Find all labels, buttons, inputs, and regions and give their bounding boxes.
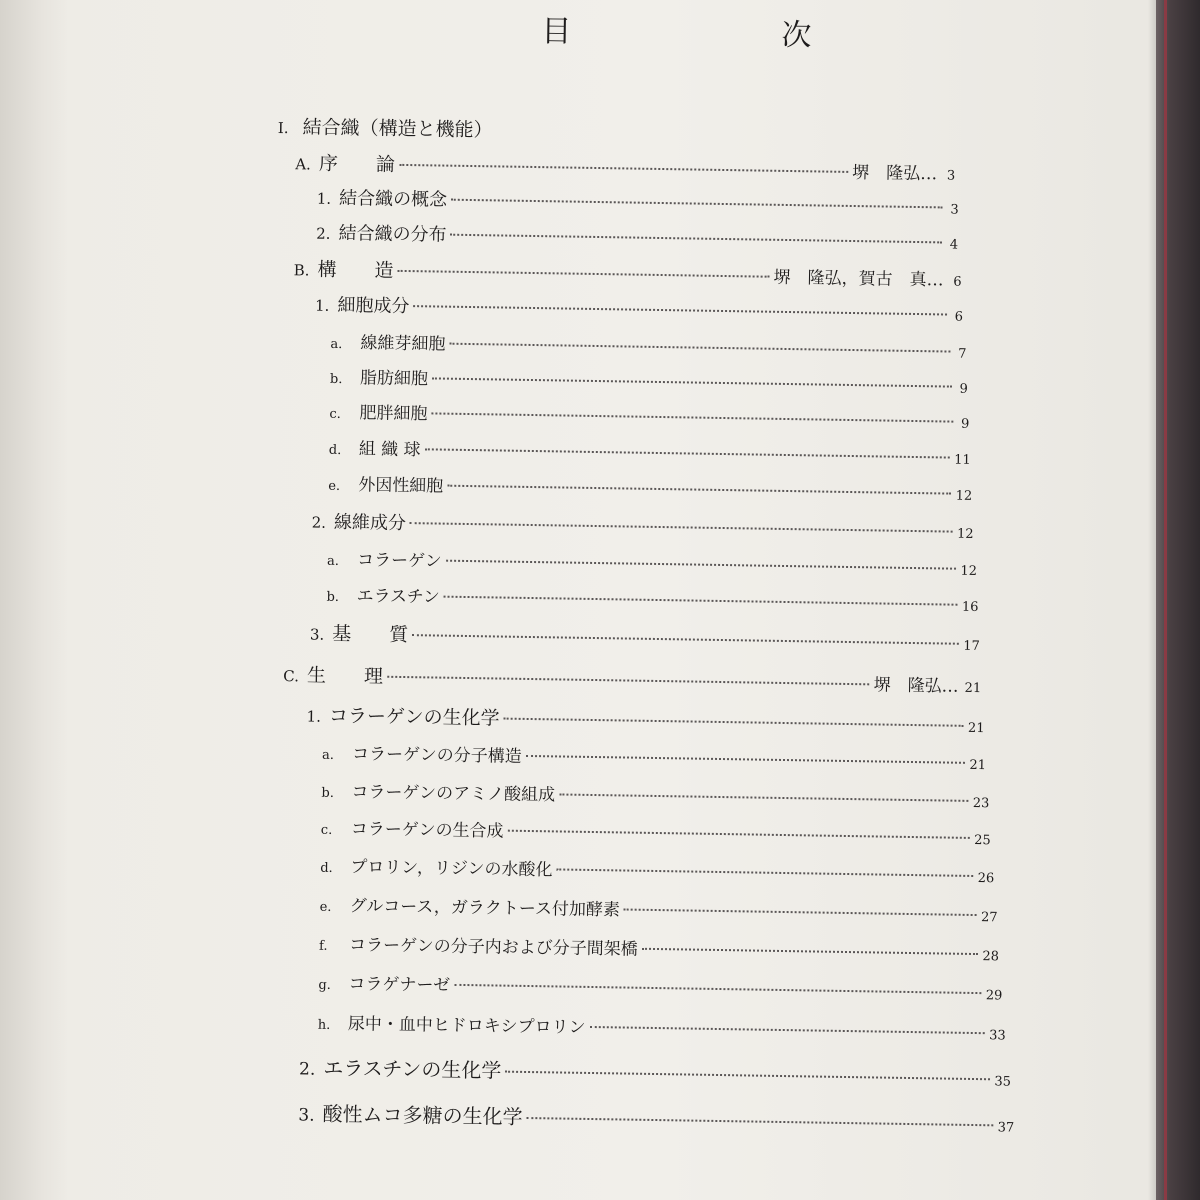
entry-page: 6 <box>953 274 962 290</box>
dot-leader <box>399 163 848 173</box>
entry-page: 12 <box>956 526 974 542</box>
dot-leader <box>505 1070 990 1081</box>
entry-number: 3. <box>298 1105 315 1126</box>
dot-leader <box>446 559 957 570</box>
toc-entry <box>295 150 955 189</box>
toc-entry <box>283 662 981 702</box>
entry-page: 28 <box>982 949 1000 965</box>
entry-page: 37 <box>997 1120 1015 1136</box>
entry-label: コラーゲンの生合成 <box>350 819 504 842</box>
entry-label: エラスチン <box>356 586 440 608</box>
entry-page: 17 <box>963 638 980 655</box>
dot-leader <box>556 867 973 877</box>
dot-leader <box>624 908 977 917</box>
entry-label: 序 論 <box>318 152 396 176</box>
toc-entry <box>330 330 966 368</box>
entry-label: 酸性ムコ多糖の生化学 <box>322 1101 523 1129</box>
dot-leader <box>451 233 943 244</box>
dot-leader <box>590 1025 986 1034</box>
toc-entry <box>329 400 969 438</box>
dot-leader <box>432 376 952 387</box>
entry-author: 堺 隆弘，賀古 真… <box>773 267 944 291</box>
toc-entry <box>317 186 959 224</box>
toc-entry <box>293 256 961 295</box>
entry-page: 27 <box>980 910 998 926</box>
entry-number: 1. <box>314 296 330 315</box>
entry-number: d. <box>320 860 333 876</box>
toc-entry <box>329 436 971 474</box>
entry-number: a. <box>321 747 335 763</box>
toc-entry <box>326 583 978 621</box>
entry-page: 12 <box>955 488 973 504</box>
entry-label: 組 織 球 <box>358 439 421 461</box>
toc-entry <box>327 547 977 585</box>
toc-entry <box>328 472 972 510</box>
entry-label: 尿中・血中ヒドロキシプロリン <box>347 1014 586 1038</box>
entry-number: c. <box>320 822 333 838</box>
entry-page: 7 <box>958 346 967 362</box>
entry-page: 21 <box>969 757 987 774</box>
entry-page: 35 <box>994 1074 1012 1090</box>
entry-page: 9 <box>960 416 970 432</box>
toc-title: 目 次 <box>541 14 902 55</box>
entry-number: 2. <box>311 513 327 532</box>
dot-leader <box>508 829 971 839</box>
dot-leader <box>559 792 969 801</box>
entry-page: 33 <box>989 1028 1006 1044</box>
section-number: I. <box>277 118 289 138</box>
entry-number: d. <box>328 442 342 459</box>
entry-label: 線維成分 <box>333 511 407 535</box>
entry-page: 21 <box>967 720 985 737</box>
dot-leader <box>454 983 982 994</box>
entry-page: 9 <box>959 381 968 397</box>
entry-number: 2. <box>316 224 331 243</box>
entry-number: g. <box>318 977 331 993</box>
entry-number: A. <box>295 155 312 174</box>
entry-label: コラーゲンの生化学 <box>328 704 500 730</box>
entry-number: b. <box>329 371 343 388</box>
entry-label: 基 質 <box>332 622 409 647</box>
entry-label: 細胞成分 <box>337 294 410 318</box>
entry-page: 25 <box>974 832 991 849</box>
dot-leader <box>425 447 951 458</box>
book-cover-edge <box>1156 0 1200 1200</box>
entry-label: コラーゲンのアミノ酸組成 <box>351 782 556 806</box>
entry-label: コラーゲンの分子内および分子間架橋 <box>348 935 638 960</box>
entry-number: b. <box>321 785 335 801</box>
toc-entry <box>320 854 994 893</box>
dot-leader <box>642 947 979 955</box>
entry-label: 結合織の概念 <box>338 187 448 211</box>
entry-number: e. <box>319 899 332 915</box>
entry-label: 肥胖細胞 <box>359 403 428 425</box>
entry-page: 3 <box>950 202 959 218</box>
entry-label: 生 理 <box>306 664 384 688</box>
entry-page: 3 <box>946 168 956 184</box>
entry-number: e. <box>328 478 341 494</box>
entry-number: f. <box>318 938 328 954</box>
entry-number: 1. <box>316 189 332 208</box>
toc-entry <box>318 1011 1006 1050</box>
toc-entry <box>330 365 968 403</box>
dot-leader <box>412 633 959 645</box>
entry-label: 脂肪細胞 <box>359 368 429 390</box>
entry-number: a. <box>326 553 340 569</box>
entry-author: 堺 隆弘… <box>852 162 938 185</box>
dot-leader <box>527 1116 994 1126</box>
toc-entry <box>299 1054 1011 1095</box>
entry-label: 線維芽細胞 <box>360 333 446 355</box>
section-heading <box>278 112 493 142</box>
toc-entry <box>322 741 986 779</box>
toc-entry <box>318 971 1002 1010</box>
entry-number: C. <box>283 667 300 686</box>
dot-leader <box>413 304 947 315</box>
entry-number: h. <box>317 1017 331 1033</box>
entry-label: 外因性細胞 <box>358 475 444 497</box>
dot-leader <box>387 675 870 686</box>
dot-leader <box>451 198 943 209</box>
dot-leader <box>444 595 958 606</box>
toc-entry <box>319 932 999 971</box>
entry-page: 11 <box>954 452 971 468</box>
entry-label: エラスチンの生化学 <box>323 1055 502 1083</box>
toc-entry <box>316 221 958 259</box>
entry-page: 6 <box>954 309 964 325</box>
entry-author: 堺 隆弘… <box>873 675 959 697</box>
entry-page: 21 <box>964 680 982 697</box>
entry-label: グルコース，ガラクトース付加酵素 <box>349 896 621 921</box>
section-label: 結合織（構造と機能） <box>302 116 493 142</box>
dot-leader <box>410 521 953 533</box>
entry-number: c. <box>329 406 341 422</box>
entry-page: 29 <box>985 988 1003 1004</box>
dot-leader <box>431 411 953 422</box>
entry-label: 構 造 <box>317 258 394 282</box>
toc-entry <box>306 702 984 742</box>
entry-number: a. <box>330 336 343 353</box>
entry-label: コラーゲンの分子構造 <box>351 744 522 767</box>
dot-leader <box>397 269 769 278</box>
toc-entry <box>321 816 991 855</box>
toc-entry <box>319 893 997 932</box>
entry-label: プロリン，リジンの水酸化 <box>350 857 553 881</box>
entry-page: 16 <box>961 599 979 616</box>
entry-number: B. <box>293 261 310 280</box>
toc-entry <box>315 293 963 331</box>
entry-number: 2. <box>298 1059 316 1080</box>
toc-entry <box>310 621 980 661</box>
entry-page: 4 <box>949 237 959 253</box>
toc-entry <box>311 510 973 548</box>
dot-leader <box>449 342 950 353</box>
entry-page: 23 <box>972 795 990 812</box>
entry-page: 12 <box>960 563 978 580</box>
dot-leader <box>447 484 951 495</box>
toc-entry <box>321 779 989 817</box>
entry-number: 3. <box>309 625 325 644</box>
entry-label: コラゲナーゼ <box>348 974 451 996</box>
entry-label: 結合織の分布 <box>338 222 447 246</box>
dot-leader <box>526 754 966 764</box>
dot-leader <box>504 717 965 727</box>
entry-page: 26 <box>977 871 995 887</box>
toc-entry <box>298 1100 1014 1141</box>
entry-number: b. <box>326 589 340 605</box>
entry-number: 1. <box>306 707 322 726</box>
entry-label: コラーゲン <box>356 550 442 572</box>
